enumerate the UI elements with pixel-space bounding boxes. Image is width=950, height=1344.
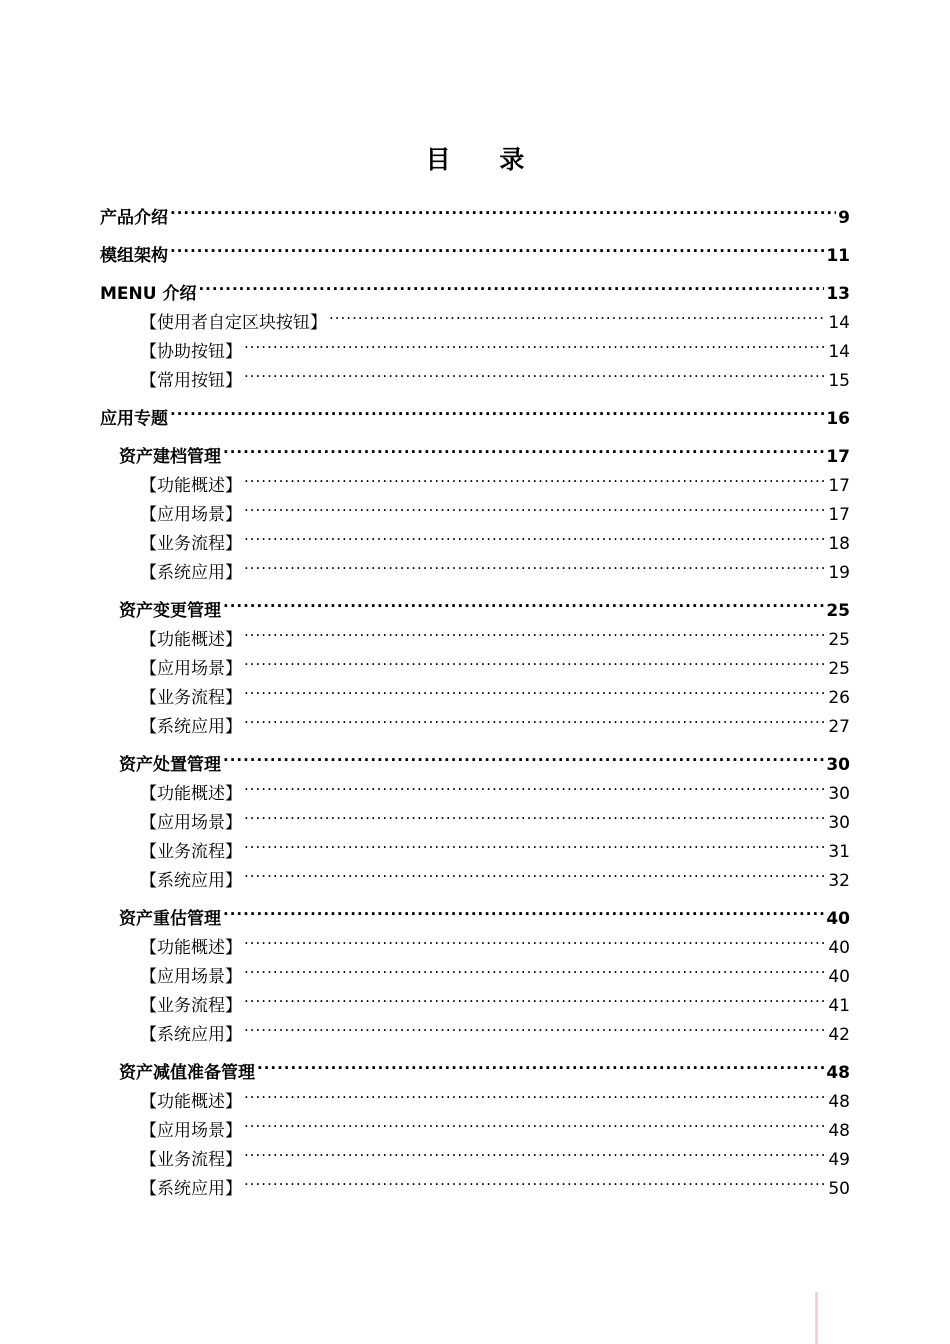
- toc-leader-dots: [170, 395, 824, 424]
- toc-leader-dots: [244, 549, 826, 578]
- toc-leader-dots: [170, 232, 824, 261]
- toc-leader-dots: [244, 799, 826, 828]
- toc-entry-label: 【常用按钮】: [140, 371, 242, 391]
- toc-entry-page: 25: [826, 601, 850, 621]
- toc-entry-label: 模组架构: [100, 246, 168, 266]
- toc-entry[interactable]: [100, 232, 850, 266]
- toc-entry-page: 16: [826, 409, 850, 429]
- toc-leader-dots: [244, 491, 826, 520]
- toc-entry-label: 资产建档管理: [119, 447, 221, 467]
- toc-entry[interactable]: [100, 1049, 850, 1083]
- toc-entry[interactable]: [100, 433, 850, 467]
- toc-entry-page: 19: [828, 563, 850, 583]
- toc-entry-label: 【应用场景】: [140, 659, 242, 679]
- toc-entry[interactable]: [100, 299, 850, 333]
- toc-leader-dots: [244, 328, 826, 357]
- toc-entry[interactable]: [100, 270, 850, 304]
- toc-entry-label: 【业务流程】: [140, 534, 242, 554]
- toc-entry-label: 【系统应用】: [140, 563, 242, 583]
- toc-leader-dots: [244, 982, 826, 1011]
- toc-entry-label: 【应用场景】: [140, 1121, 242, 1141]
- toc-entry[interactable]: [100, 741, 850, 775]
- toc-leader-dots: [244, 616, 826, 645]
- toc-entry-page: 17: [826, 447, 850, 467]
- toc-entry-page: 40: [828, 967, 850, 987]
- toc-entry-label: 【功能概述】: [140, 476, 242, 496]
- toc-entry-page: 30: [828, 813, 850, 833]
- toc-entry-label: 【业务流程】: [140, 1150, 242, 1170]
- toc-entry-label: 【应用场景】: [140, 967, 242, 987]
- toc-entry-label: 资产减值准备管理: [119, 1063, 255, 1083]
- toc-leader-dots: [223, 587, 824, 616]
- toc-entry-page: 17: [828, 505, 850, 525]
- toc-entry-label: 资产重估管理: [119, 909, 221, 929]
- toc-entry-label: 【使用者自定区块按钮】: [140, 313, 327, 333]
- toc-title: 目 录: [425, 145, 545, 174]
- toc-entry-label: 【功能概述】: [140, 630, 242, 650]
- toc-entry-label: 【系统应用】: [140, 1025, 242, 1045]
- toc-entry-label: 【功能概述】: [140, 1092, 242, 1112]
- toc-entry-label: 【系统应用】: [140, 871, 242, 891]
- toc-entry-page: 41: [828, 996, 850, 1016]
- toc-entry-page: 42: [828, 1025, 850, 1045]
- toc-entry-label: 【功能概述】: [140, 784, 242, 804]
- toc-entry-page: 27: [828, 717, 850, 737]
- toc-entry-page: 30: [826, 755, 850, 775]
- toc-entry[interactable]: [100, 395, 850, 429]
- toc-leader-dots: [244, 1165, 826, 1194]
- toc-entry-page: 11: [826, 246, 850, 266]
- toc-entry-page: 17: [828, 476, 850, 496]
- toc-entry-page: 30: [828, 784, 850, 804]
- toc-entry-page: 48: [828, 1121, 850, 1141]
- toc-leader-dots: [244, 953, 826, 982]
- toc-entry-page: 50: [828, 1179, 850, 1199]
- toc-leader-dots: [244, 520, 826, 549]
- toc-entry-label: 【功能概述】: [140, 938, 242, 958]
- toc-entry[interactable]: [100, 587, 850, 621]
- toc-leader-dots: [244, 770, 826, 799]
- toc-leader-dots: [244, 1136, 826, 1165]
- toc-leader-dots: [244, 1011, 826, 1040]
- toc-entry-label: 【应用场景】: [140, 813, 242, 833]
- toc-entry-page: 14: [828, 342, 850, 362]
- toc-entry-page: 25: [828, 659, 850, 679]
- table-of-contents: [100, 194, 850, 1199]
- toc-entry-page: 14: [828, 313, 850, 333]
- toc-entry-label: 【协助按钮】: [140, 342, 242, 362]
- toc-entry-label: 产品介绍: [100, 208, 168, 228]
- toc-leader-dots: [223, 895, 824, 924]
- toc-entry[interactable]: [100, 194, 850, 228]
- toc-entry-page: 26: [828, 688, 850, 708]
- toc-entry-label: 资产处置管理: [119, 755, 221, 775]
- toc-entry-page: 15: [828, 371, 850, 391]
- toc-entry-page: 25: [828, 630, 850, 650]
- toc-leader-dots: [244, 357, 826, 386]
- toc-entry-label: 【业务流程】: [140, 842, 242, 862]
- toc-leader-dots: [244, 924, 826, 953]
- toc-leader-dots: [244, 645, 826, 674]
- toc-leader-dots: [329, 299, 826, 328]
- margin-mark: [815, 1292, 818, 1344]
- toc-entry-label: 【系统应用】: [140, 1179, 242, 1199]
- toc-leader-dots: [170, 194, 836, 223]
- toc-leader-dots: [244, 674, 826, 703]
- toc-entry-label: MENU 介绍: [100, 284, 197, 304]
- toc-leader-dots: [244, 828, 826, 857]
- toc-leader-dots: [244, 1078, 826, 1107]
- toc-entry-label: 【应用场景】: [140, 505, 242, 525]
- toc-entry-page: 18: [828, 534, 850, 554]
- toc-leader-dots: [223, 433, 824, 462]
- toc-entry-label: 【系统应用】: [140, 717, 242, 737]
- toc-entry-label: 应用专题: [100, 409, 168, 429]
- toc-leader-dots: [244, 1107, 826, 1136]
- toc-entry-page: 32: [828, 871, 850, 891]
- toc-leader-dots: [244, 462, 826, 491]
- toc-entry-page: 9: [838, 208, 850, 228]
- toc-leader-dots: [198, 270, 824, 299]
- toc-entry-page: 40: [826, 909, 850, 929]
- toc-entry-page: 13: [826, 284, 850, 304]
- toc-entry-page: 48: [828, 1092, 850, 1112]
- toc-leader-dots: [257, 1049, 824, 1078]
- toc-entry-label: 【业务流程】: [140, 996, 242, 1016]
- toc-leader-dots: [223, 741, 824, 770]
- toc-entry-page: 48: [826, 1063, 850, 1083]
- toc-entry-page: 31: [828, 842, 850, 862]
- toc-entry[interactable]: [100, 895, 850, 929]
- toc-entry-page: 49: [828, 1150, 850, 1170]
- toc-leader-dots: [244, 703, 826, 732]
- toc-leader-dots: [244, 857, 826, 886]
- toc-entry-label: 【业务流程】: [140, 688, 242, 708]
- toc-entry-page: 40: [828, 938, 850, 958]
- toc-entry-label: 资产变更管理: [119, 601, 221, 621]
